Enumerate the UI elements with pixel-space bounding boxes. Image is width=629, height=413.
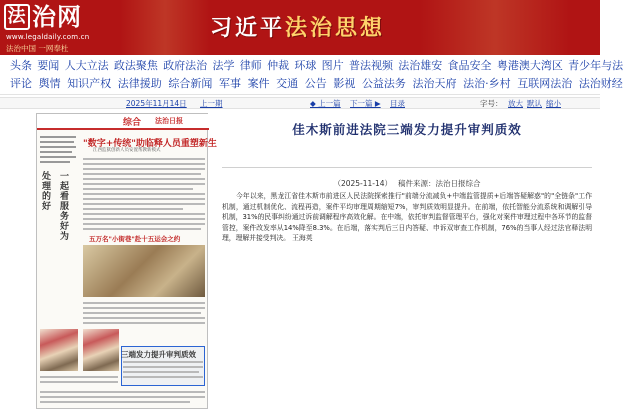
table-of-contents-link[interactable]: 目录 bbox=[390, 99, 405, 108]
nav-item[interactable]: 军事 bbox=[218, 77, 241, 90]
font-enlarge-link[interactable]: 放大 bbox=[508, 99, 523, 108]
font-default-link[interactable]: 默认 bbox=[527, 99, 542, 108]
nav-item[interactable]: 综合新闻 bbox=[168, 77, 213, 90]
text-line bbox=[83, 198, 205, 200]
page-masthead: 法治日报 bbox=[155, 116, 183, 125]
page-photo bbox=[83, 329, 119, 371]
logo-url: www.legaldaily.com.cn bbox=[6, 33, 90, 41]
nav-item[interactable]: 知识产权 bbox=[67, 77, 112, 90]
nav-item[interactable]: 法学 bbox=[212, 59, 235, 72]
text-line bbox=[40, 401, 190, 403]
newspaper-page-image[interactable] bbox=[36, 113, 217, 409]
text-line bbox=[83, 193, 205, 195]
text-line bbox=[40, 141, 74, 143]
nav-item[interactable]: 互联网法治 bbox=[517, 77, 573, 90]
nav-item[interactable]: 要闻 bbox=[37, 59, 60, 72]
text-line bbox=[83, 218, 205, 220]
nav-item[interactable]: 律师 bbox=[239, 59, 262, 72]
text-line bbox=[40, 151, 72, 153]
font-size-label: 字号： bbox=[480, 99, 503, 108]
text-line bbox=[83, 183, 205, 185]
previous-issue-link[interactable]: 上一期 bbox=[200, 99, 223, 108]
text-line bbox=[83, 208, 183, 210]
text-line bbox=[83, 213, 205, 215]
nav-item[interactable]: 案件 bbox=[247, 77, 270, 90]
font-shrink-link[interactable]: 缩小 bbox=[546, 99, 561, 108]
text-line bbox=[40, 136, 76, 138]
logo-wordmark bbox=[4, 2, 82, 32]
text-line bbox=[40, 156, 76, 158]
page-lead-subheadline: 江西监狱创新人员安置帮教新模式 bbox=[93, 148, 161, 153]
nav-item[interactable]: 图片 bbox=[321, 59, 344, 72]
logo-text: 治网 bbox=[32, 2, 82, 31]
banner-text-white: 习近平 bbox=[210, 14, 286, 41]
page-article-headline: 三端发力提升审判质效 bbox=[121, 350, 196, 359]
site-header bbox=[0, 0, 600, 55]
nav-row-2 bbox=[10, 75, 629, 93]
photo-headline: 五万名"小街巷"赴十五运会之约 bbox=[89, 235, 181, 243]
text-line bbox=[123, 376, 203, 378]
text-line bbox=[83, 228, 201, 230]
page-lead-headline: "数字+传统"助临释人员重塑新生 bbox=[83, 139, 217, 149]
text-line bbox=[40, 396, 205, 398]
page-section: 综合 bbox=[123, 118, 142, 128]
text-line bbox=[40, 146, 76, 148]
text-line bbox=[83, 158, 205, 160]
text-line bbox=[83, 312, 201, 314]
nav-item[interactable]: 交通 bbox=[276, 77, 299, 90]
nav-item[interactable]: 头条 bbox=[10, 59, 32, 72]
text-line bbox=[83, 302, 205, 304]
article-body bbox=[222, 191, 592, 244]
text-line bbox=[123, 371, 199, 373]
text-line bbox=[40, 381, 118, 383]
text-line bbox=[123, 361, 203, 363]
nav-item[interactable]: 法治财经 bbox=[578, 77, 623, 90]
nav-item[interactable]: 普法视频 bbox=[348, 59, 393, 72]
text-line bbox=[83, 203, 205, 205]
nav-item[interactable]: 舆情 bbox=[38, 77, 61, 90]
nav-item[interactable]: 仲裁 bbox=[267, 59, 290, 72]
nav-row-1 bbox=[10, 57, 628, 75]
nav-item[interactable]: 人大立法 bbox=[64, 59, 109, 72]
banner-text-gold: 法治思想 bbox=[285, 14, 386, 41]
text-line bbox=[123, 366, 203, 368]
next-article-link[interactable]: 下一篇 ▶ bbox=[350, 99, 381, 108]
nav-item[interactable]: 环球 bbox=[294, 59, 317, 72]
page-photo bbox=[83, 245, 205, 297]
nav-item[interactable]: 法治天府 bbox=[412, 77, 457, 90]
previous-article-link[interactable]: ◆ 上一篇 bbox=[310, 99, 341, 108]
header-decoration bbox=[120, 0, 210, 55]
issue-date-link[interactable]: 2025年11月14日 bbox=[126, 99, 187, 108]
nav-item[interactable]: 粤港澳大湾区 bbox=[496, 59, 563, 72]
text-line bbox=[40, 391, 205, 393]
header-decoration bbox=[420, 0, 570, 55]
left-column-headline: 处理的好 bbox=[42, 172, 52, 212]
text-line bbox=[83, 322, 205, 324]
main-nav bbox=[0, 55, 624, 95]
text-line bbox=[83, 178, 205, 180]
page-band bbox=[37, 114, 209, 130]
text-line bbox=[83, 173, 201, 175]
paper-toolbar bbox=[0, 97, 600, 109]
text-line bbox=[40, 161, 70, 163]
page-photo bbox=[40, 329, 78, 371]
text-line bbox=[83, 188, 193, 190]
nav-item[interactable]: 食品安全 bbox=[447, 59, 492, 72]
article-paragraph: 今年以来，黑龙江省佳木斯市前进区人民法院探索推行"前端分流减负+中端监管提质+后端答疑解惑"的"全链条"工作机制，通过机制优化、流程再造，案件平均审理周期缩短7%，审判质效明显提升。在前端，依托智能分流系统和调解引导机制，31%的民事纠纷通过诉前调解程序高效化解。在中端，依托审判监督管理平台，强化对案件审理过程中各环节的监督管控，案件改发率从14%降至8.3%。在后端，落实判后三日内答疑、申诉双审查工作机制，76%的当事人经过法官释法明理，理解并接受判决。 王海英 bbox=[222, 192, 592, 243]
article-source: 稿件来源：法治日报综合 bbox=[398, 179, 481, 188]
nav-item[interactable]: 评论 bbox=[10, 77, 32, 90]
text-line bbox=[83, 163, 205, 165]
title-divider bbox=[222, 167, 592, 168]
logo-slogan: 法治中国 一网奉杜 bbox=[6, 44, 69, 53]
nav-item[interactable]: 青少年与法 bbox=[568, 59, 624, 72]
nav-item[interactable]: 法律援助 bbox=[117, 77, 162, 90]
article-date: （2025-11-14） bbox=[333, 179, 393, 188]
article-meta bbox=[222, 178, 592, 189]
nav-item[interactable]: 法治雄安 bbox=[398, 59, 443, 72]
nav-item[interactable]: 法治·乡村 bbox=[463, 77, 511, 90]
site-logo[interactable] bbox=[4, 2, 114, 53]
left-column-headline-2: 一起看 服务好为 bbox=[60, 172, 70, 242]
nav-item[interactable]: 公益法务 bbox=[361, 77, 406, 90]
text-line bbox=[83, 168, 205, 170]
text-line bbox=[83, 317, 205, 319]
text-line bbox=[40, 376, 118, 378]
text-line bbox=[83, 307, 205, 309]
article-title: 佳木斯前进法院三端发力提升审判质效 bbox=[292, 122, 522, 137]
text-line bbox=[83, 223, 205, 225]
nav-item[interactable]: 政法聚焦 bbox=[113, 59, 158, 72]
nav-item[interactable]: 影视 bbox=[333, 77, 356, 90]
logo-seal-icon: 法 bbox=[4, 4, 30, 30]
nav-item[interactable]: 公告 bbox=[304, 77, 327, 90]
nav-item[interactable]: 政府法治 bbox=[163, 59, 208, 72]
header-banner[interactable] bbox=[210, 6, 385, 46]
